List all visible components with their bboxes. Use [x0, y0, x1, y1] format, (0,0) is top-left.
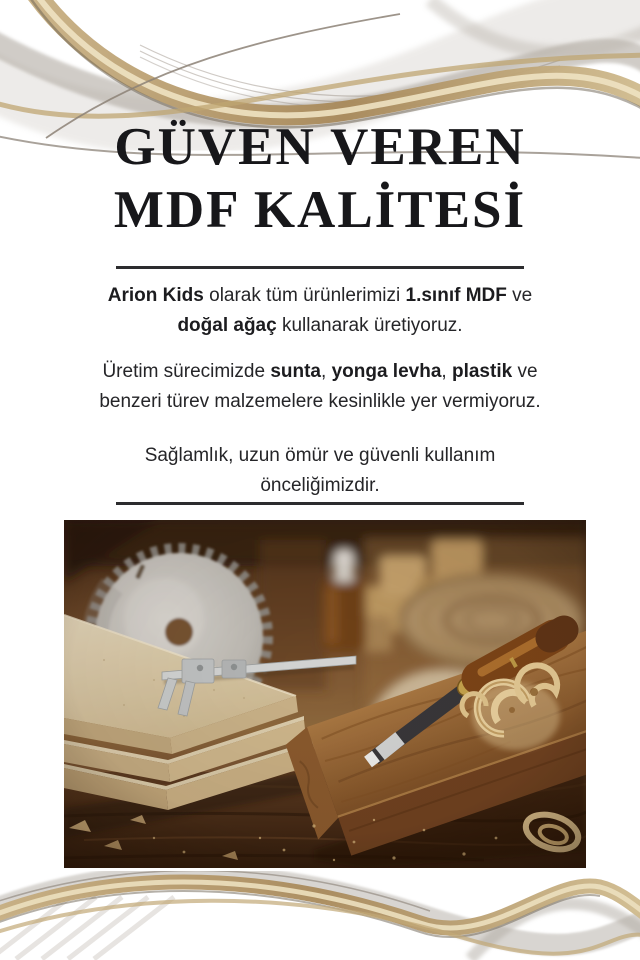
divider-top — [116, 266, 524, 269]
plain-text: Üretim sürecimizde — [102, 361, 271, 382]
emphasis-text: yonga levha — [331, 361, 442, 382]
plain-text: , — [321, 361, 332, 382]
paragraph-priority — [95, 441, 545, 501]
emphasis-text: Arion Kids — [107, 285, 204, 306]
photo-color-grade — [64, 520, 586, 868]
plain-text: Sağlamlık, uzun ömür ve güvenli kullanım önceliğimizdir. — [144, 445, 496, 496]
emphasis-text: 1.sınıf MDF — [405, 285, 507, 306]
paragraph-materials — [95, 281, 545, 341]
plain-text: ve — [506, 285, 533, 306]
decorative-wave-bottom — [0, 871, 640, 960]
plain-text: kullanarak üretiyoruz. — [276, 315, 463, 336]
emphasis-text: plastik — [451, 361, 513, 382]
divider-bottom — [116, 502, 524, 505]
page-title-line2: MDF KALİTESİ — [113, 181, 527, 239]
paragraph-no-chipboard — [95, 357, 545, 417]
plain-text: olarak tüm ürünlerimizi — [203, 285, 406, 306]
workshop-photo — [64, 520, 586, 868]
emphasis-text: sunta — [270, 361, 322, 382]
plain-text: ve benzeri türev malzemelere kesinlikle yer vermiyoruz. — [99, 361, 541, 412]
page-title — [0, 116, 640, 242]
hatch-streaks — [0, 897, 174, 959]
workshop-photo-illustration — [64, 520, 586, 868]
plain-text: , — [441, 361, 452, 382]
page-title-line1: GÜVEN VEREN — [114, 118, 526, 176]
emphasis-text: doğal ağaç — [177, 315, 277, 336]
